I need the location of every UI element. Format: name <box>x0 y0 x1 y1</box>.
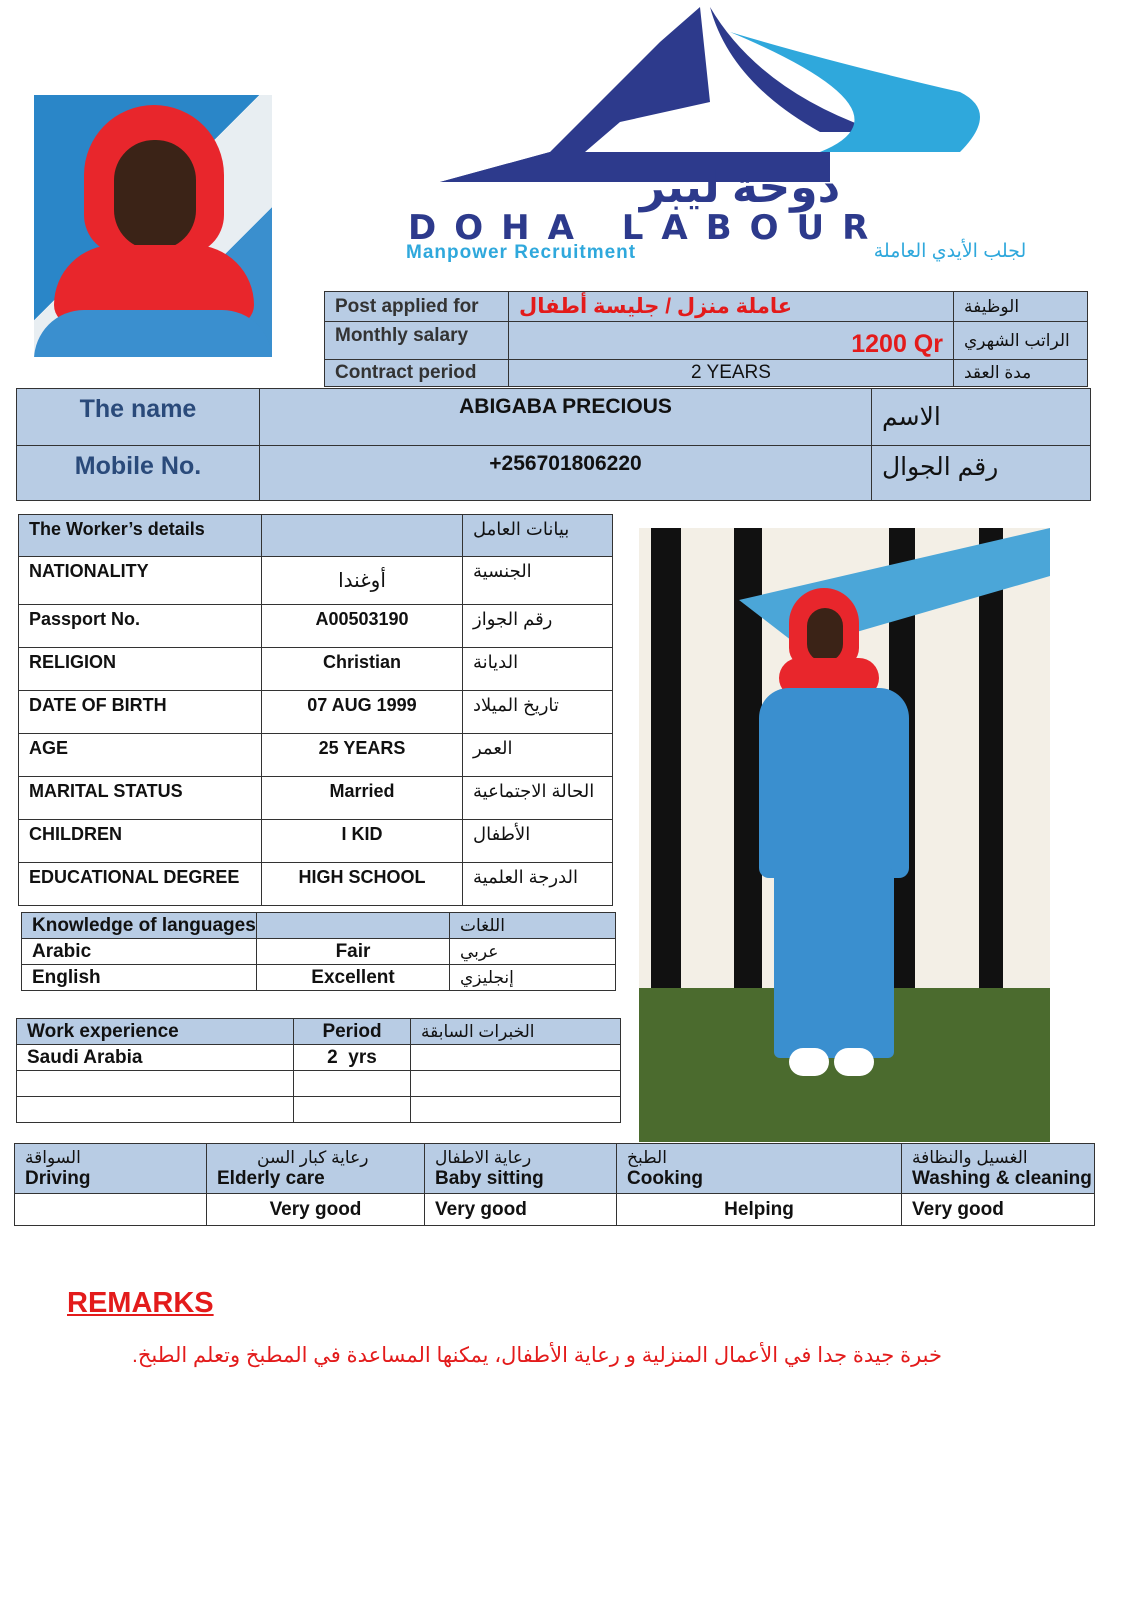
language-english-label: English <box>22 965 257 991</box>
remarks-title: REMARKS <box>67 1287 214 1319</box>
religion-label: RELIGION <box>19 648 262 691</box>
contract-label: Contract period <box>325 360 509 387</box>
experience-period: 2 yrs <box>294 1045 411 1071</box>
name-value: ABIGABA PRECIOUS <box>260 389 872 446</box>
languages-header-label: Knowledge of languages <box>22 913 257 939</box>
language-arabic-label: Arabic <box>22 939 257 965</box>
nationality-value: أوغندا <box>262 557 463 605</box>
dob-ar: تاريخ الميلاد <box>463 691 613 734</box>
passport-ar: رقم الجواز <box>463 605 613 648</box>
skill-elderly-level: Very good <box>207 1194 425 1226</box>
dob-label: DATE OF BIRTH <box>19 691 262 734</box>
language-arabic-ar: عربي <box>450 939 616 965</box>
languages-header-ar: اللغات <box>450 913 616 939</box>
skill-elderly-ar: رعاية كبار السن <box>257 1147 369 1167</box>
post-label: Post applied for <box>325 292 509 322</box>
full-body-photo <box>639 528 1050 1142</box>
marital-value: Married <box>262 777 463 820</box>
name-label: The name <box>17 389 260 446</box>
salary-value: 1200 Qr <box>509 322 954 360</box>
passport-label: Passport No. <box>19 605 262 648</box>
language-english-level: Excellent <box>257 965 450 991</box>
identity-table <box>16 388 1091 501</box>
company-logo <box>400 2 1090 264</box>
passport-value: A00503190 <box>262 605 463 648</box>
post-table <box>324 291 1088 387</box>
skill-cooking-level: Helping <box>617 1194 902 1226</box>
children-ar: الأطفال <box>463 820 613 863</box>
logo-tagline-en: Manpower Recruitment <box>406 242 637 263</box>
age-ar: العمر <box>463 734 613 777</box>
skill-cooking-en: Cooking <box>627 1167 703 1189</box>
language-arabic-level: Fair <box>257 939 450 965</box>
education-ar: الدرجة العلمية <box>463 863 613 906</box>
education-label: EDUCATIONAL DEGREE <box>19 863 262 906</box>
experience-header-period: Period <box>294 1019 411 1045</box>
post-value: عاملة منزل / جليسة أطفال <box>509 292 954 322</box>
skill-washing-ar: الغسيل والنظافة <box>912 1147 1028 1167</box>
religion-ar: الديانة <box>463 648 613 691</box>
skill-driving <box>15 1144 207 1194</box>
mobile-ar-label: رقم الجوال <box>872 446 1091 501</box>
skills-table <box>14 1143 1095 1226</box>
marital-label: MARITAL STATUS <box>19 777 262 820</box>
remarks-text: خبرة جيدة جدا في الأعمال المنزلية و رعاية الأطفال، يمكنها المساعدة في المطبخ وتعلم الطبخ. <box>132 1344 942 1367</box>
skill-driving-en: Driving <box>25 1167 91 1189</box>
children-value: I KID <box>262 820 463 863</box>
salary-ar-label: الراتب الشهري <box>954 322 1088 360</box>
skill-cooking <box>617 1144 902 1194</box>
mobile-label: Mobile No. <box>17 446 260 501</box>
logo-english-name: DOHA LABOUR <box>408 208 887 248</box>
skill-washing-en: Washing & cleaning <box>912 1167 1092 1189</box>
skill-washing <box>902 1144 1095 1194</box>
experience-header-label: Work experience <box>17 1019 294 1045</box>
logo-tagline-ar: لجلب الأيدي العاملة <box>873 241 1027 262</box>
languages-table <box>21 912 616 991</box>
skill-baby-ar: رعاية الاطفال <box>435 1147 532 1167</box>
skill-elderly <box>207 1144 425 1194</box>
contract-value: 2 YEARS <box>509 360 954 387</box>
skill-baby <box>425 1144 617 1194</box>
mobile-value: +256701806220 <box>260 446 872 501</box>
age-label: AGE <box>19 734 262 777</box>
age-value: 25 YEARS <box>262 734 463 777</box>
post-ar-label: الوظيفة <box>954 292 1088 322</box>
skill-baby-level: Very good <box>425 1194 617 1226</box>
experience-country: Saudi Arabia <box>17 1045 294 1071</box>
logo-arabic-name: دوحة ليبر <box>639 163 841 212</box>
skill-elderly-en: Elderly care <box>217 1167 325 1189</box>
experience-header-ar: الخبرات السابقة <box>411 1019 621 1045</box>
skill-washing-level: Very good <box>902 1194 1095 1226</box>
experience-table <box>16 1018 621 1123</box>
salary-label: Monthly salary <box>325 322 509 360</box>
details-header-ar: بيانات العامل <box>463 515 613 557</box>
skill-driving-level <box>15 1194 207 1226</box>
children-label: CHILDREN <box>19 820 262 863</box>
skill-driving-ar: السواقة <box>25 1147 81 1167</box>
contract-ar-label: مدة العقد <box>954 360 1088 387</box>
skill-baby-en: Baby sitting <box>435 1167 544 1189</box>
education-value: HIGH SCHOOL <box>262 863 463 906</box>
dob-value: 07 AUG 1999 <box>262 691 463 734</box>
skill-cooking-ar: الطبخ <box>627 1147 667 1167</box>
language-english-ar: إنجليزي <box>450 965 616 991</box>
portrait-photo <box>34 95 272 357</box>
nationality-label: NATIONALITY <box>19 557 262 605</box>
name-ar-label: الاسم <box>872 389 1091 446</box>
religion-value: Christian <box>262 648 463 691</box>
details-header-label: The Worker’s details <box>19 515 262 557</box>
details-table <box>18 514 613 906</box>
marital-ar: الحالة الاجتماعية <box>463 777 613 820</box>
nationality-ar: الجنسية <box>463 557 613 605</box>
